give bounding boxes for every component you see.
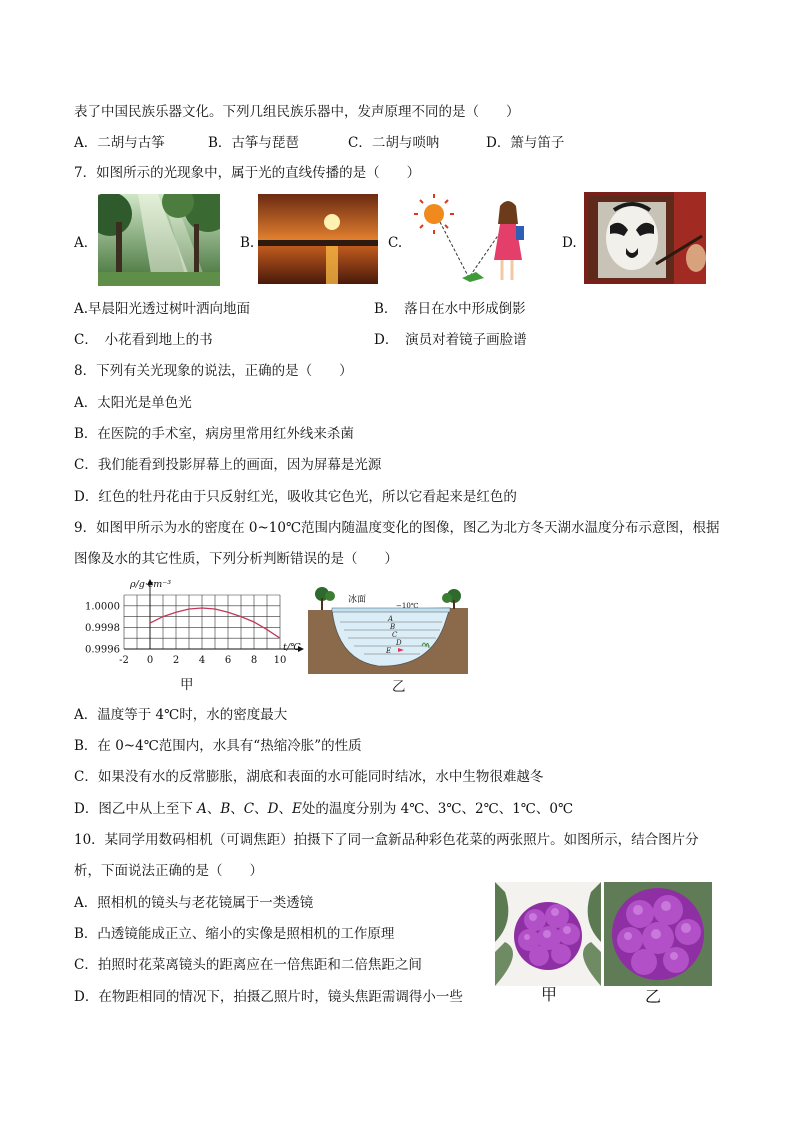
q6-option-c: C．二胡与唢呐 [348,135,440,151]
q10-option-b: B．凸透镜能成正立、缩小的实像是照相机的工作原理 [74,926,395,942]
fig-a-caption: 甲 [180,677,194,693]
flower-book-diagram [412,194,532,286]
q6-stem: 表了中国民族乐器文化。下列几组民族乐器中，发声原理不同的是（ ） [74,104,520,120]
q6-option-a: A．二胡与古筝 [74,135,165,151]
q10-stem-line1: 10．某同学用数码相机（可调焦距）拍摄下了同一盒新品种彩色花菜的两张照片。如图所示，结合图片分 [74,832,699,848]
opera-mask-mirror-image [584,192,706,284]
q7-option-c: C． 小花看到地上的书 [74,332,213,348]
fig-b-caption: 乙 [392,679,406,695]
chart-y-label: ρ/g·cm⁻³ [130,579,172,590]
x-tick-label: 10 [273,655,287,666]
q6-option-b: B．古筝与琵琶 [208,135,299,151]
q8-option-c: C．我们能看到投影屏幕上的画面，因为屏幕是光源 [74,457,382,473]
chart-x-label: t/℃ [283,642,301,653]
layer-a-label: A [388,615,394,623]
photo-b-caption: 乙 [645,987,662,1006]
x-tick-label: 4 [198,655,206,666]
lake-temperature-diagram [308,586,468,674]
q9-stem-line2: 图像及水的其它性质，下列分析判断错误的是（ ） [74,551,398,567]
q7-img-label-d: D. [562,235,577,251]
y-tick-label: 0.9998 [85,622,120,634]
x-tick-label: -2 [119,655,129,666]
q6-option-d: D．箫与笛子 [486,135,565,151]
q10-option-d: D．在物距相同的情况下，拍摄乙照片时，镜头焦距需调得小一些 [74,989,463,1005]
q7-img-label-a: A． [74,235,98,251]
q9-option-a: A．温度等于 4℃时，水的密度最大 [74,707,288,723]
q9-option-b: B．在 0~4℃范围内，水具有“热缩冷胀”的性质 [74,738,362,754]
y-tick-label: 0.9996 [85,644,120,656]
q8-option-a: A．太阳光是单色光 [74,395,192,411]
forest-sunlight-image [98,194,220,286]
cauliflower-photo-b [604,882,712,986]
photo-a-caption: 甲 [541,985,558,1004]
q7-img-label-c: C. [388,235,403,251]
q7-option-d: D． 演员对着镜子画脸谱 [374,332,527,348]
q7-img-label-b: B. [240,235,255,251]
layer-c-label: C [392,631,398,639]
chart-tick-labels [85,601,286,666]
x-tick-label: 0 [146,655,154,666]
q8-option-d: D．红色的牡丹花由于只反射红光，吸收其它色光，所以它看起来是红色的 [74,489,517,505]
cauliflower-photo-a [495,882,601,986]
layer-d-label: D [396,639,402,647]
ice-surface-label: 冰面 [348,595,367,605]
q10-stem-line2: 析，下面说法正确的是（ ） [74,863,263,879]
q9-stem-line1: 9．如图甲所示为水的密度在 0~10℃范围内随温度变化的图像，图乙为北方冬天湖水温度分布示意图，根据 [74,520,720,536]
q7-option-a: A.早晨阳光透过树叶洒向地面 [74,301,251,317]
layer-e-label: E [386,647,392,655]
q8-option-b: B．在医院的手术室，病房里常用红外线来杀菌 [74,426,354,442]
x-tick-label: 6 [224,655,232,666]
q9-option-d: D．图乙中从上至下 A、B、C、D、E处的温度分别为 4℃、3℃、2℃、1℃、0℃ [74,801,574,817]
q8-stem: 8．下列有关光现象的说法，正确的是（ ） [74,363,353,379]
sunset-reflection-image [258,194,378,284]
air-temp-label: −10℃ [396,602,419,610]
chart-grid [124,595,280,649]
x-tick-label: 8 [250,655,258,666]
q9-option-c: C．如果没有水的反常膨胀，湖底和表面的水可能同时结冰，水中生物很难越冬 [74,769,544,785]
density-chart [70,577,310,671]
q7-option-b: B． 落日在水中形成倒影 [374,301,526,317]
q7-stem: 7．如图所示的光现象中，属于光的直线传播的是（ ） [74,165,421,181]
y-tick-label: 1.0000 [85,601,120,613]
q10-option-c: C．拍照时花菜离镜头的距离应在一倍焦距和二倍焦距之间 [74,957,422,973]
x-tick-label: 2 [172,655,180,666]
layer-b-label: B [390,623,396,631]
q10-option-a: A．照相机的镜头与老花镜属于一类透镜 [74,895,314,911]
